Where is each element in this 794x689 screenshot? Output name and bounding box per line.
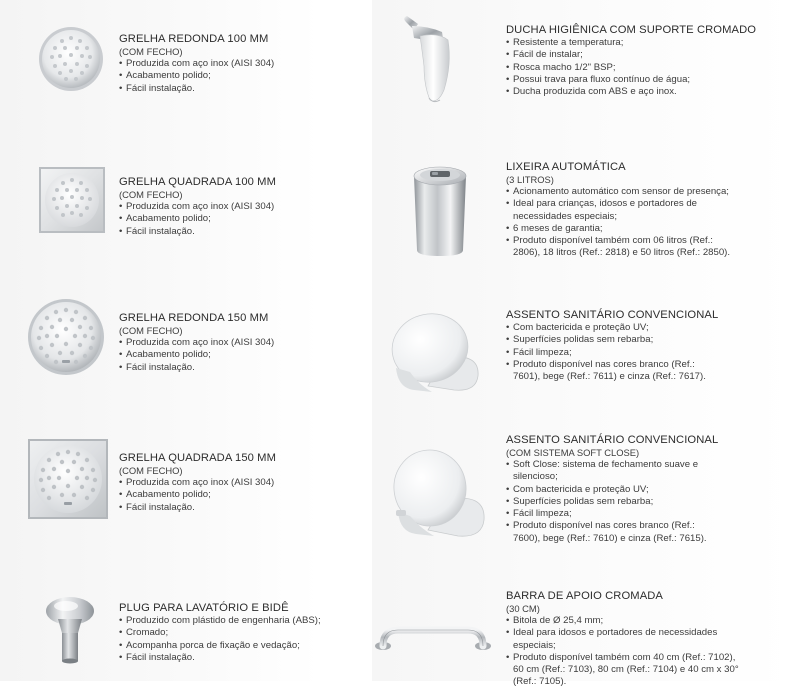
- bullet-item: • Fácil instalação.: [119, 83, 319, 95]
- product-bullets: [119, 58, 319, 95]
- bullet-item: • Produzida com aço inox (AISI 304): [119, 58, 319, 70]
- product-bullets: [506, 186, 731, 260]
- product-title: DUCHA HIGIÊNICA COM SUPORTE CROMADO: [506, 24, 757, 36]
- bullet-item: • Acabamento polido;: [119, 349, 319, 361]
- right-item-0-text: [506, 24, 791, 98]
- bullet-item: • Ducha produzida com ABS e aço inox.: [506, 86, 791, 98]
- product-subtitle: (COM FECHO): [119, 46, 183, 57]
- bullet-item: • Fácil de instalar;: [506, 49, 791, 61]
- bullet-item: • Fácil instalação.: [119, 362, 319, 374]
- bullet-item: • Fácil instalação.: [119, 226, 319, 238]
- sink-plug-icon: [42, 595, 98, 665]
- right-item-2-text: [506, 309, 791, 383]
- product-bullets: [506, 459, 716, 545]
- bullet-item: • Produto disponível também com 06 litros (Ref.: 2806), 18 litros (Ref.: 2818) e 50 litros (Ref.: 2850).: [506, 235, 731, 260]
- soft-close-toilet-seat-icon: [388, 448, 488, 548]
- round-grate-150-icon: [27, 298, 105, 376]
- right-item-4-text: [506, 590, 791, 689]
- product-subtitle: (COM SISTEMA SOFT CLOSE): [506, 447, 640, 458]
- bullet-item: • Fácil limpeza;: [506, 347, 721, 359]
- bullet-item: • Acabamento polido;: [119, 70, 319, 82]
- product-title: PLUG PARA LAVATÓRIO E BIDÊ: [119, 602, 289, 614]
- product-bullets: [119, 201, 319, 238]
- product-title: GRELHA QUADRADA 100 MM: [119, 176, 277, 188]
- hygienic-shower-icon: [398, 14, 470, 106]
- left-item-4-text: [119, 602, 329, 664]
- product-bullets: [506, 37, 791, 98]
- bullet-item: • Acabamento polido;: [119, 489, 319, 501]
- bullet-item: • Bitola de Ø 25,4 mm;: [506, 615, 746, 627]
- bullet-item: • Acionamento automático com sensor de presença;: [506, 186, 731, 198]
- product-subtitle: (COM FECHO): [119, 325, 183, 336]
- product-title: BARRA DE APOIO CROMADA: [506, 590, 663, 602]
- bullet-item: • Soft Close: sistema de fechamento suave e silencioso;: [506, 459, 716, 484]
- square-grate-150-icon: [27, 438, 109, 520]
- product-subtitle: (COM FECHO): [119, 189, 183, 200]
- left-item-1-text: [119, 176, 319, 238]
- product-bullets: [119, 615, 329, 664]
- bullet-item: • Produzida com aço inox (AISI 304): [119, 201, 319, 213]
- product-subtitle: (30 CM): [506, 603, 540, 614]
- bullet-item: • Acabamento polido;: [119, 213, 319, 225]
- bullet-item: • Acompanha porca de fixação e vedação;: [119, 640, 329, 652]
- product-subtitle: (COM FECHO): [119, 465, 183, 476]
- bullet-item: • Rosca macho 1/2" BSP;: [506, 62, 791, 74]
- bullet-item: • Produto disponível nas cores branco (Ref.: 7601), bege (Ref.: 7611) e cinza (Ref.: 7617).: [506, 359, 721, 384]
- square-grate-100-icon: [38, 166, 106, 234]
- bullet-item: • Superfícies polidas sem rebarba;: [506, 334, 721, 346]
- bullet-item: • Produzido com plástido de engenharia (ABS);: [119, 615, 329, 627]
- bullet-item: • Produto disponível nas cores branco (Ref.: 7600), bege (Ref.: 7610) e cinza (Ref.: 7615).: [506, 520, 716, 545]
- product-bullets: [506, 615, 746, 689]
- bullet-item: • Cromado;: [119, 627, 329, 639]
- bullet-item: • Possui trava para fluxo contínuo de água;: [506, 74, 791, 86]
- grab-bar-icon: [372, 620, 494, 656]
- product-title: GRELHA REDONDA 100 MM: [119, 33, 269, 45]
- product-title: GRELHA QUADRADA 150 MM: [119, 452, 277, 464]
- bullet-item: • Produto disponível também com 40 cm (Ref.: 7102), 60 cm (Ref.: 7103), 80 cm (Ref.: 7104) e 40 cm x 30° (Ref.: 7105).: [506, 652, 746, 689]
- left-item-0-text: [119, 33, 319, 95]
- right-item-3-text: [506, 434, 791, 545]
- bullet-item: • Produzida com aço inox (AISI 304): [119, 477, 319, 489]
- product-bullets: [119, 337, 319, 374]
- left-item-3-text: [119, 452, 319, 514]
- bullet-item: • 6 meses de garantia;: [506, 223, 731, 235]
- right-item-1-text: [506, 161, 791, 260]
- bullet-item: • Produzida com aço inox (AISI 304): [119, 337, 319, 349]
- bullet-item: • Fácil instalação.: [119, 502, 319, 514]
- left-item-2-text: [119, 312, 319, 374]
- bullet-item: • Fácil instalação.: [119, 652, 329, 664]
- product-title: LIXEIRA AUTOMÁTICA: [506, 161, 626, 173]
- bullet-item: • Com bactericida e proteção UV;: [506, 484, 716, 496]
- bullet-item: • Ideal para crianças, idosos e portadores de necessidades especiais;: [506, 198, 731, 223]
- bullet-item: • Resistente a temperatura;: [506, 37, 791, 49]
- automatic-trash-bin-icon: [408, 162, 472, 258]
- product-title: GRELHA REDONDA 150 MM: [119, 312, 269, 324]
- bullet-item: • Ideal para idosos e portadores de necessidades especiais;: [506, 627, 746, 652]
- bullet-item: • Com bactericida e proteção UV;: [506, 322, 721, 334]
- toilet-seat-icon: [388, 306, 482, 400]
- product-subtitle: (3 LITROS): [506, 174, 554, 185]
- product-title: ASSENTO SANITÁRIO CONVENCIONAL: [506, 309, 719, 321]
- product-bullets: [506, 322, 721, 383]
- bullet-item: • Superfícies polidas sem rebarba;: [506, 496, 716, 508]
- bullet-item: • Fácil limpeza;: [506, 508, 716, 520]
- product-bullets: [119, 477, 319, 514]
- product-title: ASSENTO SANITÁRIO CONVENCIONAL: [506, 434, 719, 446]
- round-grate-100-icon: [38, 26, 104, 92]
